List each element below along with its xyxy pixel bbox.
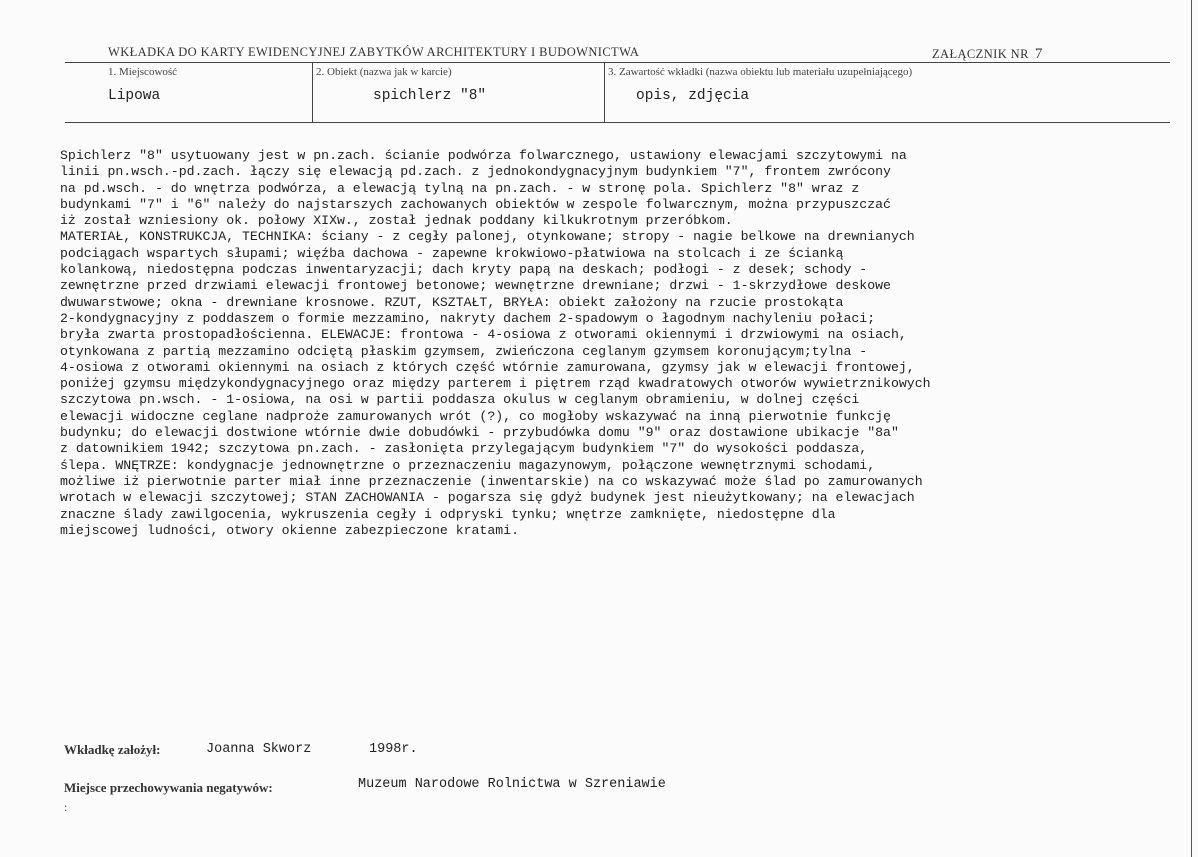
description-line: poniżej gzymsu międzykondygnacyjnego oraz między parterem i piętrem rząd kwadratowych otworów wywietrznikowych [60, 376, 931, 392]
description-line: bryła zwarta prostopadłościenna. ELEWACJE: frontowa - 4-osiowa z otworami okiennymi i drzwiowymi na osiach, [60, 327, 907, 343]
description-line: znaczne ślady zawilgocenia, wykruszenia cegły i odpryski tynku; wnętrze zamknięte, niedostępne dla [60, 506, 836, 522]
field-label-place: 1. Miejscowość [108, 66, 178, 78]
storage-label: Miejsce przechowywania negatywów: [64, 780, 273, 795]
annex-label [932, 46, 1043, 63]
annex-number: 7 [1034, 46, 1043, 62]
storage-location: Muzeum Narodowe Rolnictwa w Szreniawie [358, 777, 666, 792]
description-line: budynku; do elewacji dostwione wtórnie dwie dobudówki - przybudówka domu "9" oraz dostawione ubikacje "8a" [60, 425, 899, 441]
annex-label-text: ZAŁĄCZNIK NR [932, 47, 1029, 61]
form-title: WKŁADKA DO KARTY EWIDENCYJNEJ ZABYTKÓW ARCHITEKTURY I BUDOWNICTWA [108, 45, 640, 59]
created-by-label: Wkładkę założył: [64, 742, 161, 757]
description-line: 4-osiowa z otworami okiennymi na osiach z których część wtórnie zamurowana, gzymsy jak w elewacji frontowej, [60, 359, 915, 375]
description-line: linii pn.wsch.-pd.zach. łączy się elewacją pd.zach. z jednokondygnacyjnym budynkiem "7", frontem zwrócony [60, 164, 891, 180]
field-value-content: opis, zdjęcia [636, 88, 750, 104]
table-bottom-rule [65, 122, 1170, 123]
description-line: dwuwarstwowe; okna - drewniane krosnowe. RZUT, KSZTAŁT, BRYŁA: obiekt założony na rzucie prostokąta [60, 294, 844, 310]
field-value-object: spichlerz "8" [373, 88, 487, 104]
description-line: zewnętrzne przed drzwiami elewacji frontowej betonowe; wewnętrzne drewniane; drzwi - 1-skrzydłowe deskowe [60, 278, 891, 294]
table-divider-2 [604, 62, 605, 122]
description-line: na pd.wsch. - do wnętrza podwórza, a elewacją tylną na pn.zach. - w stronę pola. Spichlerz "8" wraz z [60, 180, 860, 196]
description-line: elewacji widoczne ceglane nadproże zamurowanych wrót (?), co mogłoby wskazywać na inną pierwotnie funkcję [60, 408, 891, 424]
description-line: otynkowana z partią mezzamino odciętą płaskim gzymsem, zwieńczona ceglanym gzymsem koronującym;tylna - [60, 343, 868, 359]
page-border-right [1191, 0, 1192, 857]
description-line: z datownikiem 1942; szczytowa pn.zach. - zasłonięta przylegającym budynkiem "7" do wysokości poddasza, [60, 441, 868, 457]
description-line: podciągach wspartych słupami; więźba dachowa - zapewne krokwiowo-płatwiowa na stolcach i ze ścianką [60, 245, 844, 261]
author-name: Joanna Skworz [206, 742, 312, 757]
description-text [60, 148, 1170, 539]
description-line: MATERIAŁ, KONSTRUKCJA, TECHNIKA: ściany - z cegły palonej, otynkowane; stropy - nagie belkowe na drewnianych [60, 229, 915, 245]
description-line: możliwe iż pierwotnie parter miał inne przeznaczenie (inwentarskie) na co wskazywać może ślad po zamurowanych [60, 473, 923, 489]
field-value-place: Lipowa [108, 88, 161, 104]
description-line: kolankową, niedostępna podczas inwentaryzacji; dach kryty papą na deskach; podłogi - z desek; schody - [60, 262, 868, 278]
description-line: 2-kondygnacyjny z poddaszem o formie mezzamino, nakryty dachem 2-spadowym o łagodnym nachyleniu połaci; [60, 310, 876, 326]
table-top-rule [65, 62, 1170, 63]
description-line: wrotach w elewacji szczytowej; STAN ZACHOWANIA - pogarsza się gdyż budynek jest nieużytkowany; na elewacjach [60, 490, 915, 506]
footer-colon: : [64, 800, 68, 814]
creation-year: 1998r. [369, 742, 418, 757]
field-label-object: 2. Obiekt (nazwa jak w karcie) [316, 66, 452, 78]
description-line: iż został wzniesiony ok. połowy XIXw., został jednak poddany kilkukrotnym przeróbkom. [60, 213, 733, 229]
description-line: szczytowa pn.wsch. - 1-osiowa, na osi w partii poddasza okulus w ceglanym obramieniu, w dolnej części [60, 392, 860, 408]
description-line: budynkami "7" i "6" należy do najstarszych zachowanych obiektów w zespole folwarcznym, można przypuszczać [60, 196, 891, 212]
description-line: Spichlerz "8" usytuowany jest w pn.zach. ścianie podwórza folwarcznego, ustawiony elewacjami szczytowymi na [60, 148, 907, 163]
description-line: miejscowej ludności, otwory okienne zabezpieczone kratami. [60, 522, 519, 538]
field-label-content: 3. Zawartość wkładki (nazwa obiektu lub materiału uzupełniającego) [608, 66, 913, 78]
table-divider-1 [312, 62, 313, 122]
description-line: ślepa. WNĘTRZE: kondygnacje jednownętrzne o przeznaczeniu magazynowym, połączone wewnętrznymi schodami, [60, 457, 876, 473]
